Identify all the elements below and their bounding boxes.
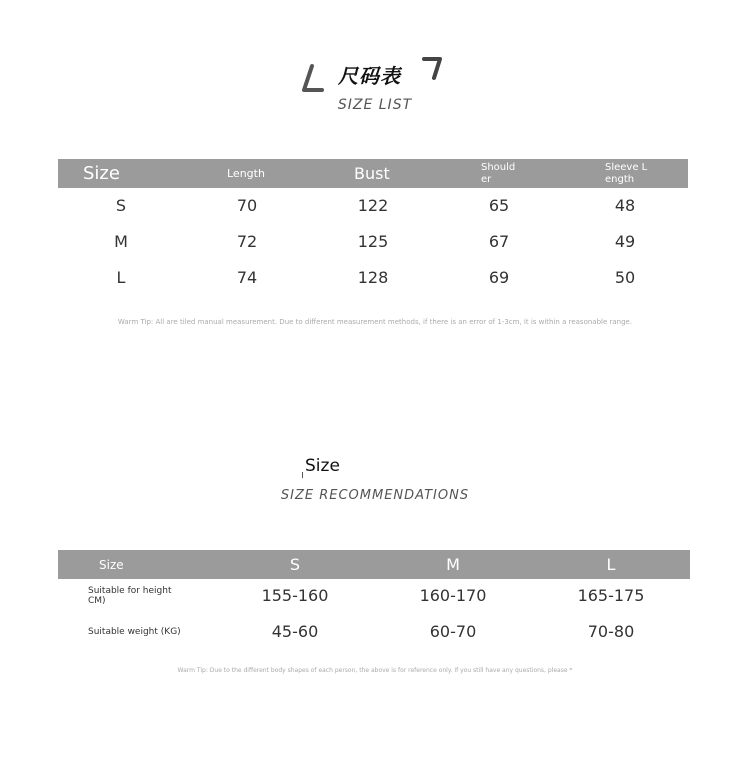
size-table-header: [58, 159, 688, 188]
cell-shoulder: 67: [488, 232, 510, 251]
cell-sleeve: 50: [614, 268, 636, 287]
cell-bust: 128: [357, 268, 389, 287]
size-list-subtitle: SIZE LIST: [337, 97, 413, 113]
cell-size: S: [115, 196, 127, 215]
cell-length: 70: [236, 196, 258, 215]
cell-l: 70-80: [587, 622, 635, 641]
column-header-s: S: [289, 555, 301, 574]
cell-sleeve: 49: [614, 232, 636, 251]
cell-size: M: [114, 232, 128, 251]
cell-length: 72: [236, 232, 258, 251]
right-bracket-decoration: [420, 54, 446, 82]
cell-s: 45-60: [271, 622, 319, 641]
column-header-shoulder: Shoulder: [481, 161, 516, 185]
cell-bust: 122: [357, 196, 389, 215]
cell-m: 60-70: [429, 622, 477, 641]
cell-m: 160-170: [419, 586, 487, 605]
column-header-bust: Bust: [354, 164, 390, 183]
cell-s: 155-160: [261, 586, 329, 605]
table-row: [58, 268, 688, 298]
cell-length: 74: [236, 268, 258, 287]
measurement-warm-tip: Warm Tip: All are tiled manual measurement. Due to different measurement methods, if there is an error of 1-3cm, it is within a reasonable range.: [117, 318, 633, 326]
size-recommendation-subtitle: SIZE RECOMMENDATIONS: [280, 488, 470, 503]
column-header-sleeve-length: Sleeve Length: [605, 161, 648, 185]
table-row: [58, 196, 688, 226]
cell-size: L: [116, 268, 126, 287]
cell-bust: 125: [357, 232, 389, 251]
size-list-title-block: [0, 52, 750, 96]
recommendation-warm-tip: Warm Tip: Due to the different body shapes of each person, the above is for reference only. If you still have any questions, please *: [177, 667, 573, 674]
size-chart-title: 尺码表: [338, 64, 401, 88]
cell-l: 165-175: [577, 586, 645, 605]
table-row: [58, 232, 688, 262]
row-label-height: Suitable for height CM): [88, 586, 172, 606]
recommendation-table-header: [58, 550, 690, 579]
column-header-size: Size: [83, 163, 120, 184]
left-bracket-decoration: [300, 60, 326, 94]
cell-shoulder: 69: [488, 268, 510, 287]
table-row: [58, 622, 690, 658]
column-header-length: Length: [227, 167, 265, 180]
cell-shoulder: 65: [488, 196, 510, 215]
row-label-weight: Suitable weight (KG): [88, 627, 181, 637]
cell-sleeve: 48: [614, 196, 636, 215]
column-header-l: L: [606, 555, 616, 574]
table-row: [58, 586, 690, 622]
column-header-size: Size: [99, 557, 124, 572]
size-recommendation-title: Size: [305, 456, 340, 476]
column-header-m: M: [446, 555, 460, 574]
title-tick-decoration: [302, 472, 303, 478]
